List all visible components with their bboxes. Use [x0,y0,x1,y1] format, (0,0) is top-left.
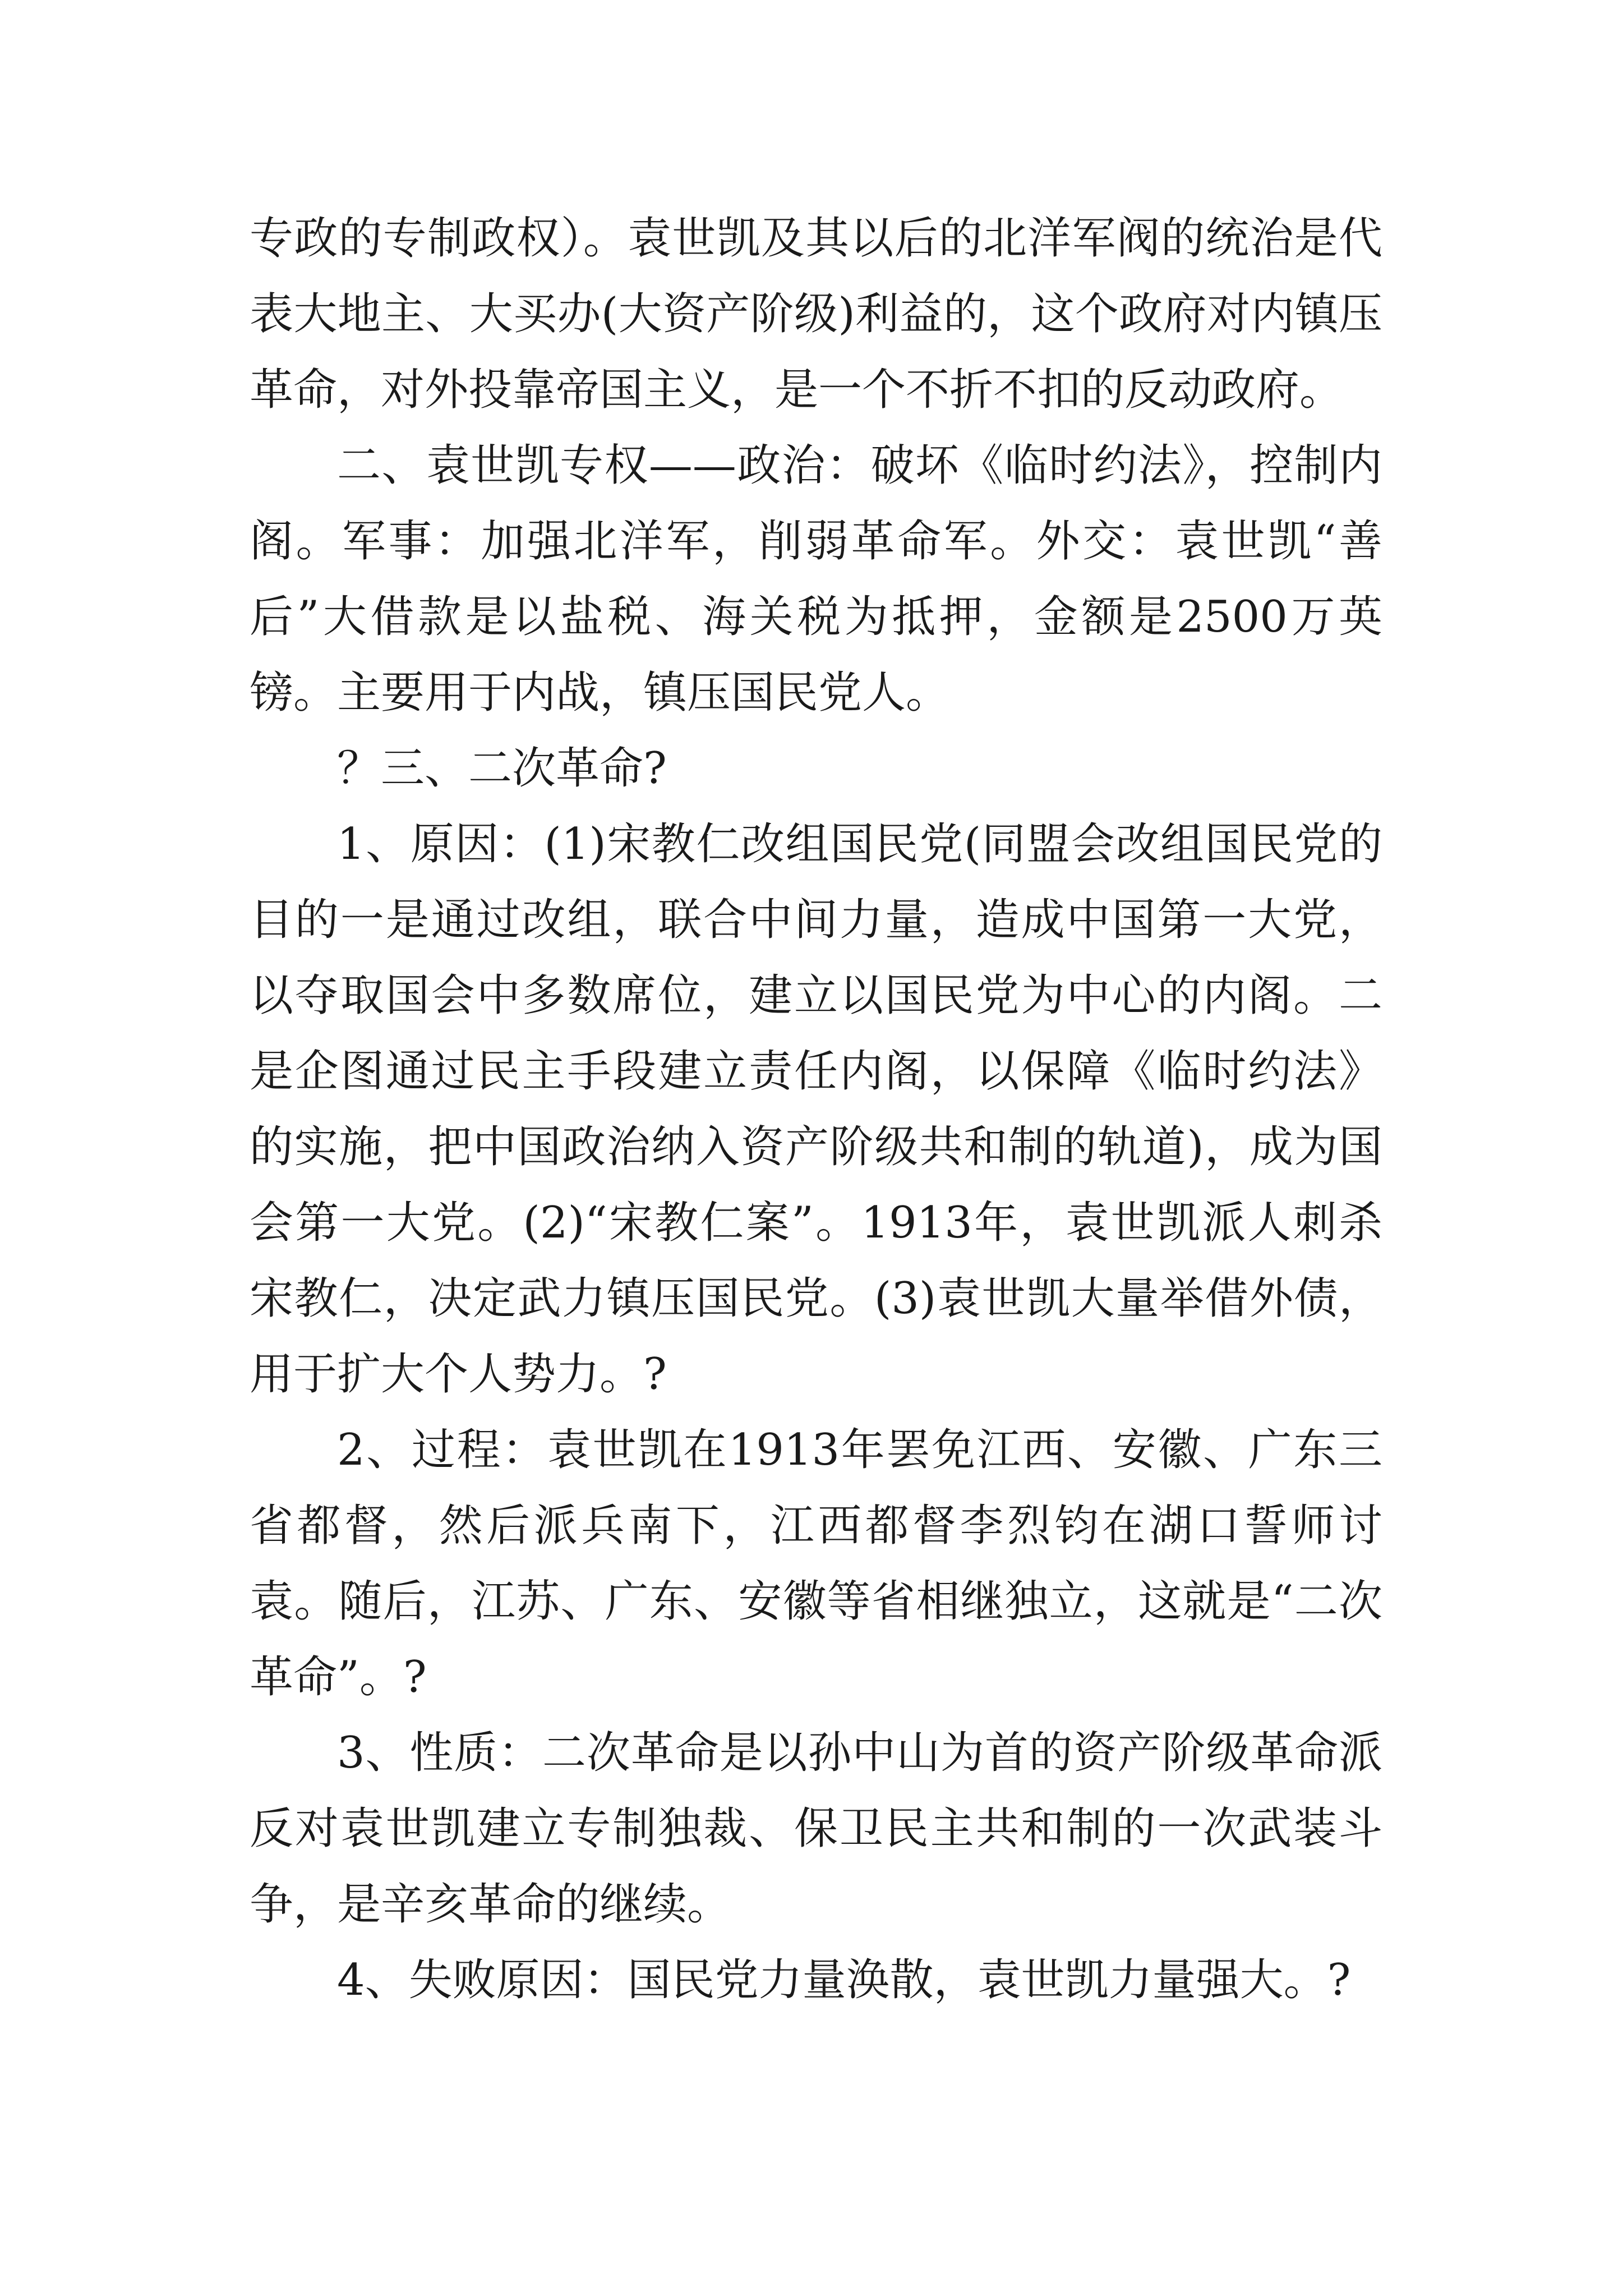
paragraph-continued: 专政的专制政权）。袁世凯及其以后的北洋军阀的统治是代表大地主、大买办(大资产阶级)利益的，这个政府对内镇压革命，对外投靠帝国主义，是一个不折不扣的反动政府。 [250,213,1382,415]
paragraph-yuan-autocracy: 二、袁世凯专权——政治：破坏《临时约法》，控制内阁。军事：加强北洋军，削弱革命军。外交：袁世凯“善后”大借款是以盐税、海关税为抵押，金额是2500万英镑。主要用于内战，镇压国民党人。 [250,440,1382,718]
body-text [250,201,1382,2018]
paragraph-causes: 1、原因：(1)宋教仁改组国民党(同盟会改组国民党的目的一是通过改组，联合中间力量，造成中国第一大党，以夺取国会中多数席位，建立以国民党为中心的内阁。二是企图通过民主手段建立责任内阁，以保障《临时约法》的实施，把中国政治纳入资产阶级共和制的轨道)，成为国会第一大党。(2)“宋教仁案”。1913年，袁世凯派人刺杀宋教仁，决定武力镇压国民党。(3)袁世凯大量举借外债，用于扩大个人势力。? [250,819,1382,1400]
paragraph-process: 2、过程：袁世凯在1913年罢免江西、安徽、广东三省都督，然后派兵南下，江西都督李烈钧在湖口誓师讨袁。随后，江苏、广东、安徽等省相继独立，这就是“二次革命”。? [250,1425,1382,1703]
paragraph-nature: 3、性质：二次革命是以孙中山为首的资产阶级革命派反对袁世凯建立专制独裁、保卫民主共和制的一次武装斗争，是辛亥革命的继续。 [250,1728,1382,1930]
paragraph-failure-reasons: 4、失败原因：国民党力量涣散，袁世凯力量强大。? [337,1955,1351,2005]
heading-second-revolution: ？三、二次革命? [337,743,667,794]
